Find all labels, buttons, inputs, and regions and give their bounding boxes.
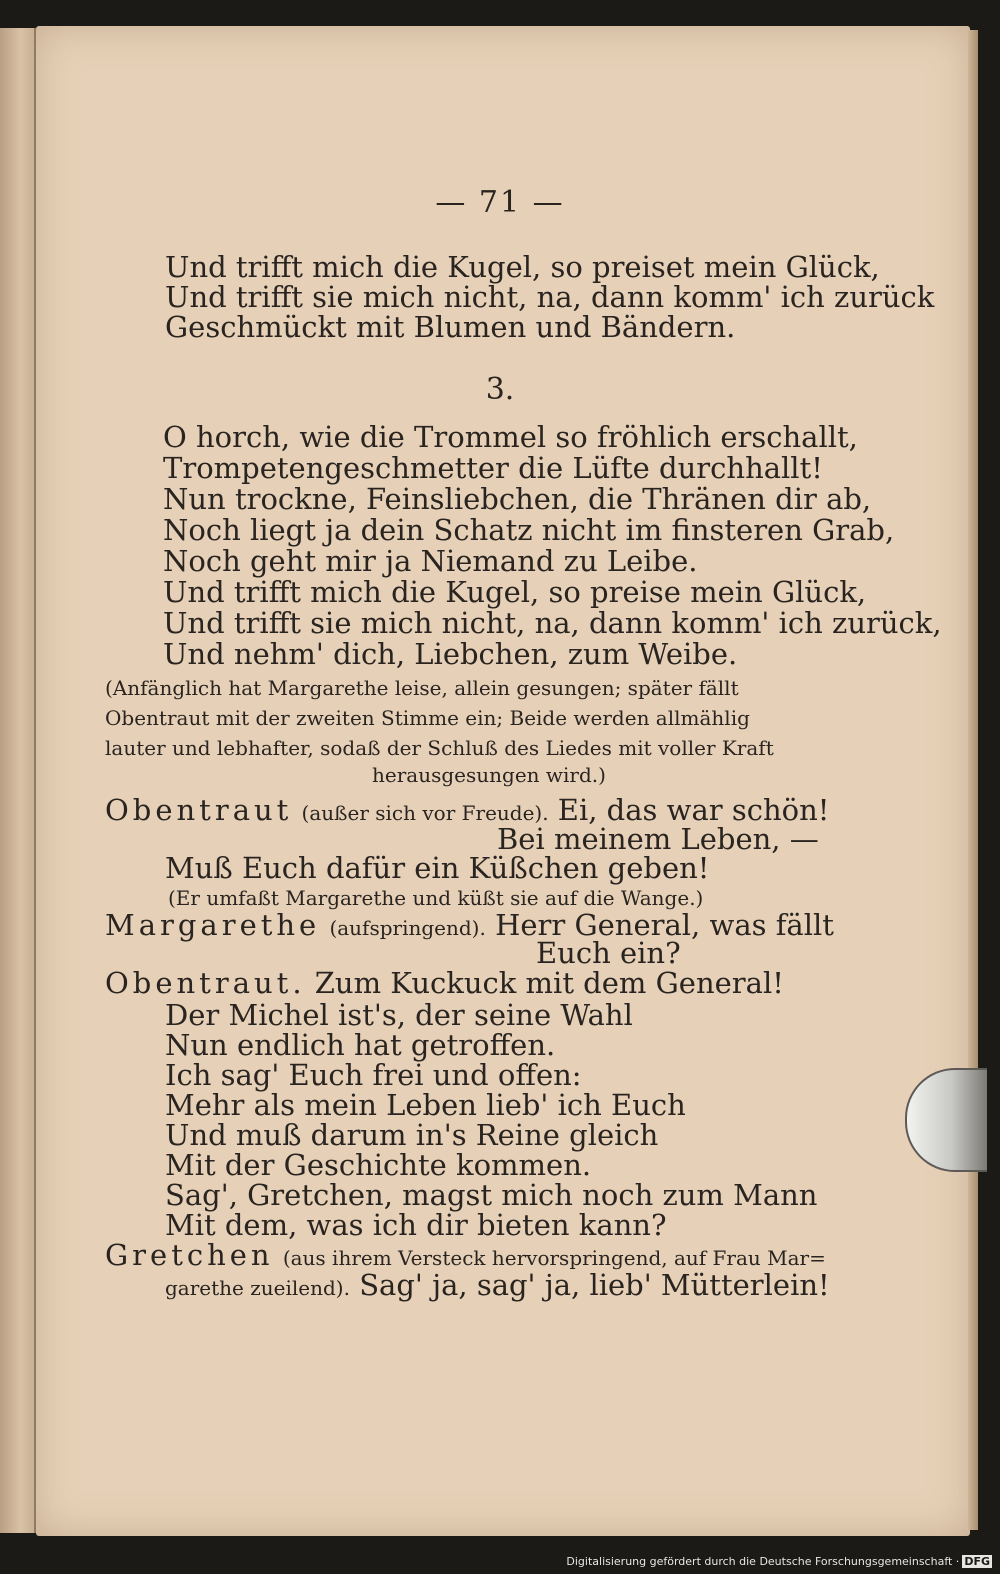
dialogue-line: Ich sag' Euch frei und offen: — [165, 1058, 582, 1092]
page-number: — 71 — — [435, 185, 565, 220]
dialogue-line: Mehr als mein Leben lieb' ich Euch — [165, 1088, 686, 1122]
dialogue-line: Zum Kuckuck mit dem General! — [314, 966, 784, 1000]
dfg-logo: DFG — [964, 1555, 990, 1568]
page-fore-edge — [968, 30, 978, 1530]
speaker-direction: (aufspringend). — [329, 916, 486, 940]
dialogue-line: Muß Euch dafür ein Küßchen geben! — [165, 851, 710, 885]
verse-line: Noch liegt ja dein Schatz nicht im finsteren Grab, — [163, 513, 895, 547]
speaker-name: Gretchen — [105, 1238, 274, 1272]
dialogue-line: Mit dem, was ich dir bieten kann? — [165, 1208, 667, 1242]
digitization-footer — [566, 1555, 992, 1568]
dialogue-line: Herr General, was fällt — [495, 908, 834, 942]
verse-line: Und trifft sie mich nicht, na, dann komm' ich zurück, — [163, 606, 942, 640]
footer-text: Digitalisierung gefördert durch die Deutsche Forschungsgemeinschaft · — [566, 1555, 960, 1568]
facing-page-edge — [0, 28, 36, 1533]
verse-line: Und trifft sie mich nicht, na, dann komm' ich zurück — [165, 280, 935, 314]
dialogue-line: Nun endlich hat getroffen. — [165, 1028, 556, 1062]
stanza-number: 3. — [485, 372, 515, 407]
dialogue-line: Euch ein? — [536, 936, 681, 970]
speaker-name: Obentraut. — [105, 966, 306, 1000]
stage-direction: (Anfänglich hat Margarethe leise, allein gesungen; später fällt — [105, 676, 739, 700]
speaker-direction: garethe zueilend). — [165, 1276, 350, 1300]
verse-line: Trompetengeschmetter die Lüfte durchhallt! — [163, 451, 823, 485]
verse-line: Und trifft mich die Kugel, so preise mein Glück, — [163, 575, 867, 609]
speaker-direction: (außer sich vor Freude). — [301, 801, 549, 825]
dialogue-line: Sag' ja, sag' ja, lieb' Mütterlein! — [359, 1268, 830, 1302]
speaker-direction: (aus ihrem Versteck hervorspringend, auf Frau Mar= — [282, 1246, 826, 1270]
speaker-name: Obentraut — [105, 793, 293, 827]
verse-line: Und nehm' dich, Liebchen, zum Weibe. — [163, 637, 738, 671]
dialogue-line: Und muß darum in's Reine gleich — [165, 1118, 659, 1152]
verse-line: Geschmückt mit Blumen und Bändern. — [165, 310, 736, 344]
dialogue-line: Ei, das war schön! — [557, 793, 830, 827]
dialogue-line: Mit der Geschichte kommen. — [165, 1148, 592, 1182]
verse-line: O horch, wie die Trommel so fröhlich erschallt, — [163, 420, 858, 454]
stage-direction: Obentraut mit der zweiten Stimme ein; Beide werden allmählig — [105, 706, 750, 730]
dialogue-line: Sag', Gretchen, magst mich noch zum Mann — [165, 1178, 818, 1212]
stage-direction: (Er umfaßt Margarethe und küßt sie auf die Wange.) — [168, 886, 704, 910]
speaker-name: Margarethe — [105, 908, 321, 942]
dialogue-line: Der Michel ist's, der seine Wahl — [165, 998, 633, 1032]
verse-line: Und trifft mich die Kugel, so preiset mein Glück, — [165, 250, 880, 284]
speaker-line — [105, 910, 834, 943]
verse-line: Nun trockne, Feinsliebchen, die Thränen dir ab, — [163, 482, 872, 516]
stage-direction: lauter und lebhafter, sodaß der Schluß des Liedes mit voller Kraft — [105, 736, 774, 760]
speaker-line — [105, 968, 784, 998]
stage-direction: herausgesungen wird.) — [372, 763, 606, 787]
verse-line: Noch geht mir ja Niemand zu Leibe. — [163, 544, 698, 578]
speaker-line — [165, 1270, 830, 1303]
dialogue-line: Bei meinem Leben, — — [497, 822, 819, 856]
